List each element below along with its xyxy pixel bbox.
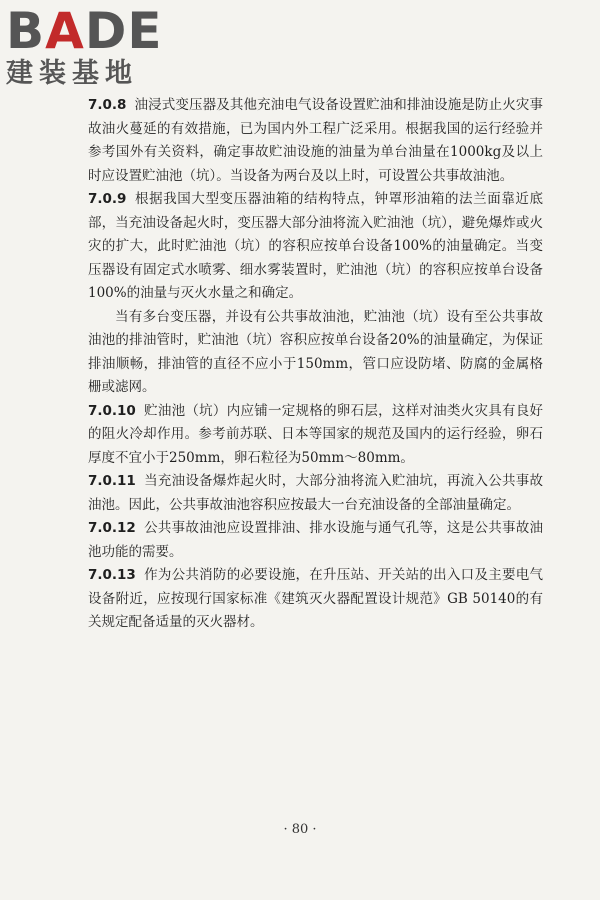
clause-7-0-9-continued: 当有多台变压器，并设有公共事故油池，贮油池（坑）设有至公共事故油池的排油管时，贮油池（坑）容积应按单台设备20%的油量确定，为保证排油顺畅，排油管的直径不应小于150mm，管口应设防堵、防腐的金属格栅或滤网。 (88, 308, 543, 395)
bade-logo (6, 4, 186, 89)
logo-subtitle: 建装基地 (6, 58, 138, 89)
clause-7-0-13: 7.0.13 作为公共消防的必要设施，在升压站、开关站的出入口及主要电气设备附近，应按现行国家标准《建筑灭火器配置设计规范》GB 50140的有关规定配备适量的灭火器材。 (88, 567, 543, 630)
page-number: · 80 · (283, 822, 317, 837)
document-body (88, 94, 543, 635)
clause-7-0-10: 7.0.10 贮油池（坑）内应铺一定规格的卵石层，这样对油类火灾具有良好的阻火冷却作用。参考前苏联、日本等国家的规范及国内的运行经验，卵石厚度不宜小于250mm，卵石粒径为50mm～80mm。 (88, 402, 543, 466)
clause-7-0-11: 7.0.11 当充油设备爆炸起火时，大部分油将流入贮油坑，再流入公共事故油池。因此，公共事故油池容积应按最大一台充油设备的全部油量确定。 (88, 473, 543, 513)
logo-wordmark: BADE (6, 2, 163, 60)
clause-7-0-9: 7.0.9 根据我国大型变压器油箱的结构特点，钟罩形油箱的法兰面靠近底部，当充油设备起火时，变压器大部分油将流入贮油池（坑），避免爆炸或火灾的扩大，此时贮油池（坑）的容积应按单台设备100%的油量确定。当变压器设有固定式水喷雾、细水雾装置时，贮油池（坑）的容积应按单台设备100%的油量与灭火水量之和确定。 (88, 191, 543, 301)
clause-7-0-12: 7.0.12 公共事故油池应设置排油、排水设施与通气孔等，这是公共事故油池功能的需要。 (88, 520, 543, 560)
clause-7-0-8: 7.0.8 油浸式变压器及其他充油电气设备设置贮油和排油设施是防止火灾事故油火蔓延的有效措施，已为国内外工程广泛采用。根据我国的运行经验并参考国外有关资料，确定事故贮油设施的油量为单台油量在1000kg及以上时应设置贮油池（坑）。当设备为两台及以上时，可设置公共事故油池。 (88, 97, 543, 184)
